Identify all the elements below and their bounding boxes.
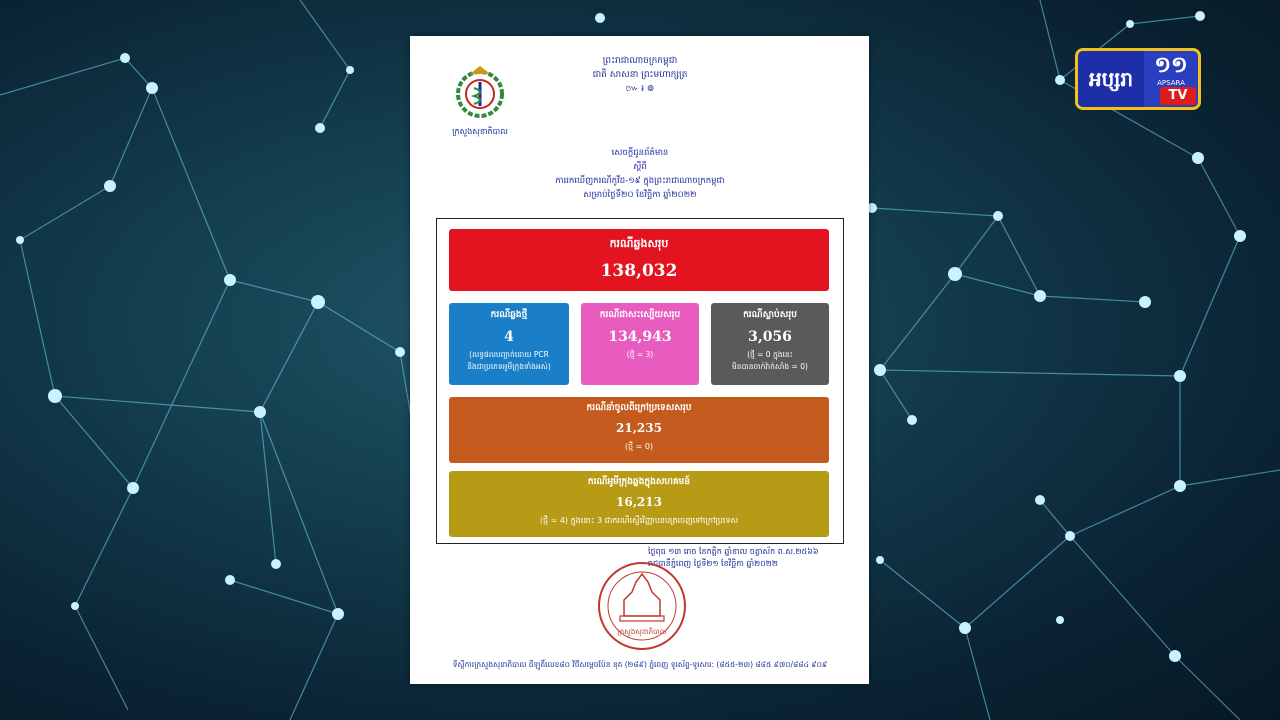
tv-brand-latin: APSARA: [1157, 79, 1185, 87]
ministry-logo-icon: [450, 62, 510, 122]
imported-cases-box: [449, 397, 829, 463]
apsara-tv-logo: [1075, 48, 1201, 110]
new-cases-note-1: (លទ្ធផលបញ្ជាក់ដោយ PCR: [469, 350, 549, 359]
heading-date: សម្រាប់ថ្ងៃទី២០ ខែវិច្ឆិកា ឆ្នាំ២០២២: [583, 190, 697, 200]
imported-label: ករណីនាំចូលពីក្រៅប្រទេសសរុប: [586, 403, 692, 413]
community-cases-box: [449, 471, 829, 537]
imported-note: (ថ្មី = 0): [624, 442, 654, 451]
community-value: 16,213: [616, 495, 662, 509]
kingdom-ornament: ៚ ៛ ៙: [625, 84, 655, 94]
kingdom-title: ព្រះរាជាណាចក្រកម្ពុជា: [602, 56, 678, 66]
tv-badge: TV: [1160, 87, 1196, 105]
tv-brand: អប្សរា: [1078, 51, 1144, 107]
release-heading: [470, 146, 810, 202]
deaths-label: ករណីស្លាប់សរុប: [743, 310, 797, 320]
deaths-note-2: មិនបានចាក់វ៉ាក់សាំង = 0): [732, 362, 808, 371]
stats-frame: [436, 218, 844, 544]
solar-date: រាជធានីភ្នំពេញ ថ្ងៃទី២១ ខែវិច្ឆិកា ឆ្នាំ២០២២: [648, 559, 778, 568]
ministry-address-footer: ទីស្តីការក្រសួងសុខាភិបាល ដីឡូតិ៍លេខ៨០ វិថីសម្តេចប៉ែន នុត (២៨៩) ភ្នំពេញ ទូរស័ព្ទ-ទូរសារ: (៨៥៥-២៣) ៨៨៥ ៩៧០/៨៨៤ ៩០៩: [452, 660, 828, 669]
kingdom-header: [540, 54, 740, 96]
ministry-name: ក្រសួងសុខាភិបាល: [452, 127, 508, 136]
total-cases-value: 138,032: [600, 261, 678, 281]
recovered-value: 134,943: [608, 329, 672, 345]
deaths-value: 3,056: [748, 329, 792, 345]
recovered-box: [581, 303, 699, 385]
total-cases-label: ករណីឆ្លងសរុប: [609, 237, 669, 250]
total-cases-box: [449, 229, 829, 291]
recovered-note: (ថ្មី = 3): [626, 350, 654, 359]
community-label: ករណីអូមីក្រុងឆ្លងក្នុងសហគមន៍: [587, 477, 691, 487]
lunar-date: ថ្ងៃពុធ ១៣ រោច ខែកត្តិក ឆ្នាំខាល ចត្វាស័ក ព.ស.២៥៦៦: [648, 547, 819, 556]
deaths-box: [711, 303, 829, 385]
tv-channel-number: ១១: [1154, 53, 1188, 78]
press-release-document: [410, 36, 869, 684]
imported-value: 21,235: [616, 421, 662, 435]
heading-title: សេចក្តីជូនព័ត៌មាន: [611, 148, 669, 158]
deaths-note-1: (ថ្មី = 0 ក្នុងនេះ: [747, 350, 793, 359]
heading-about: ស្តីពី: [633, 162, 647, 172]
new-cases-box: [449, 303, 569, 385]
community-note: (ថ្មី = 4) ក្នុងនោះ 3 ជាករណីស្ទើរវិញ្ញាបនបត្រចេញទៅក្រៅប្រទេស: [539, 516, 739, 525]
new-cases-value: 4: [504, 329, 514, 345]
new-cases-label: ករណីឆ្លងថ្មី: [490, 310, 528, 320]
seal-text: ក្រសួងសុខាភិបាល: [617, 628, 667, 636]
kingdom-motto: ជាតិ សាសនា ព្រះមហាក្សត្រ: [592, 70, 688, 80]
heading-subject: ការរកឃើញករណីកូវីដ-១៩ ក្នុងព្រះរាជាណាចក្រកម្ពុជា: [555, 176, 725, 186]
new-cases-note-2: និងជាប្រភេទអូមីក្រុងទាំងអស់): [467, 362, 551, 371]
official-seal-icon: [596, 560, 688, 652]
recovered-label: ករណីជាសះស្បើយសរុប: [599, 310, 681, 320]
